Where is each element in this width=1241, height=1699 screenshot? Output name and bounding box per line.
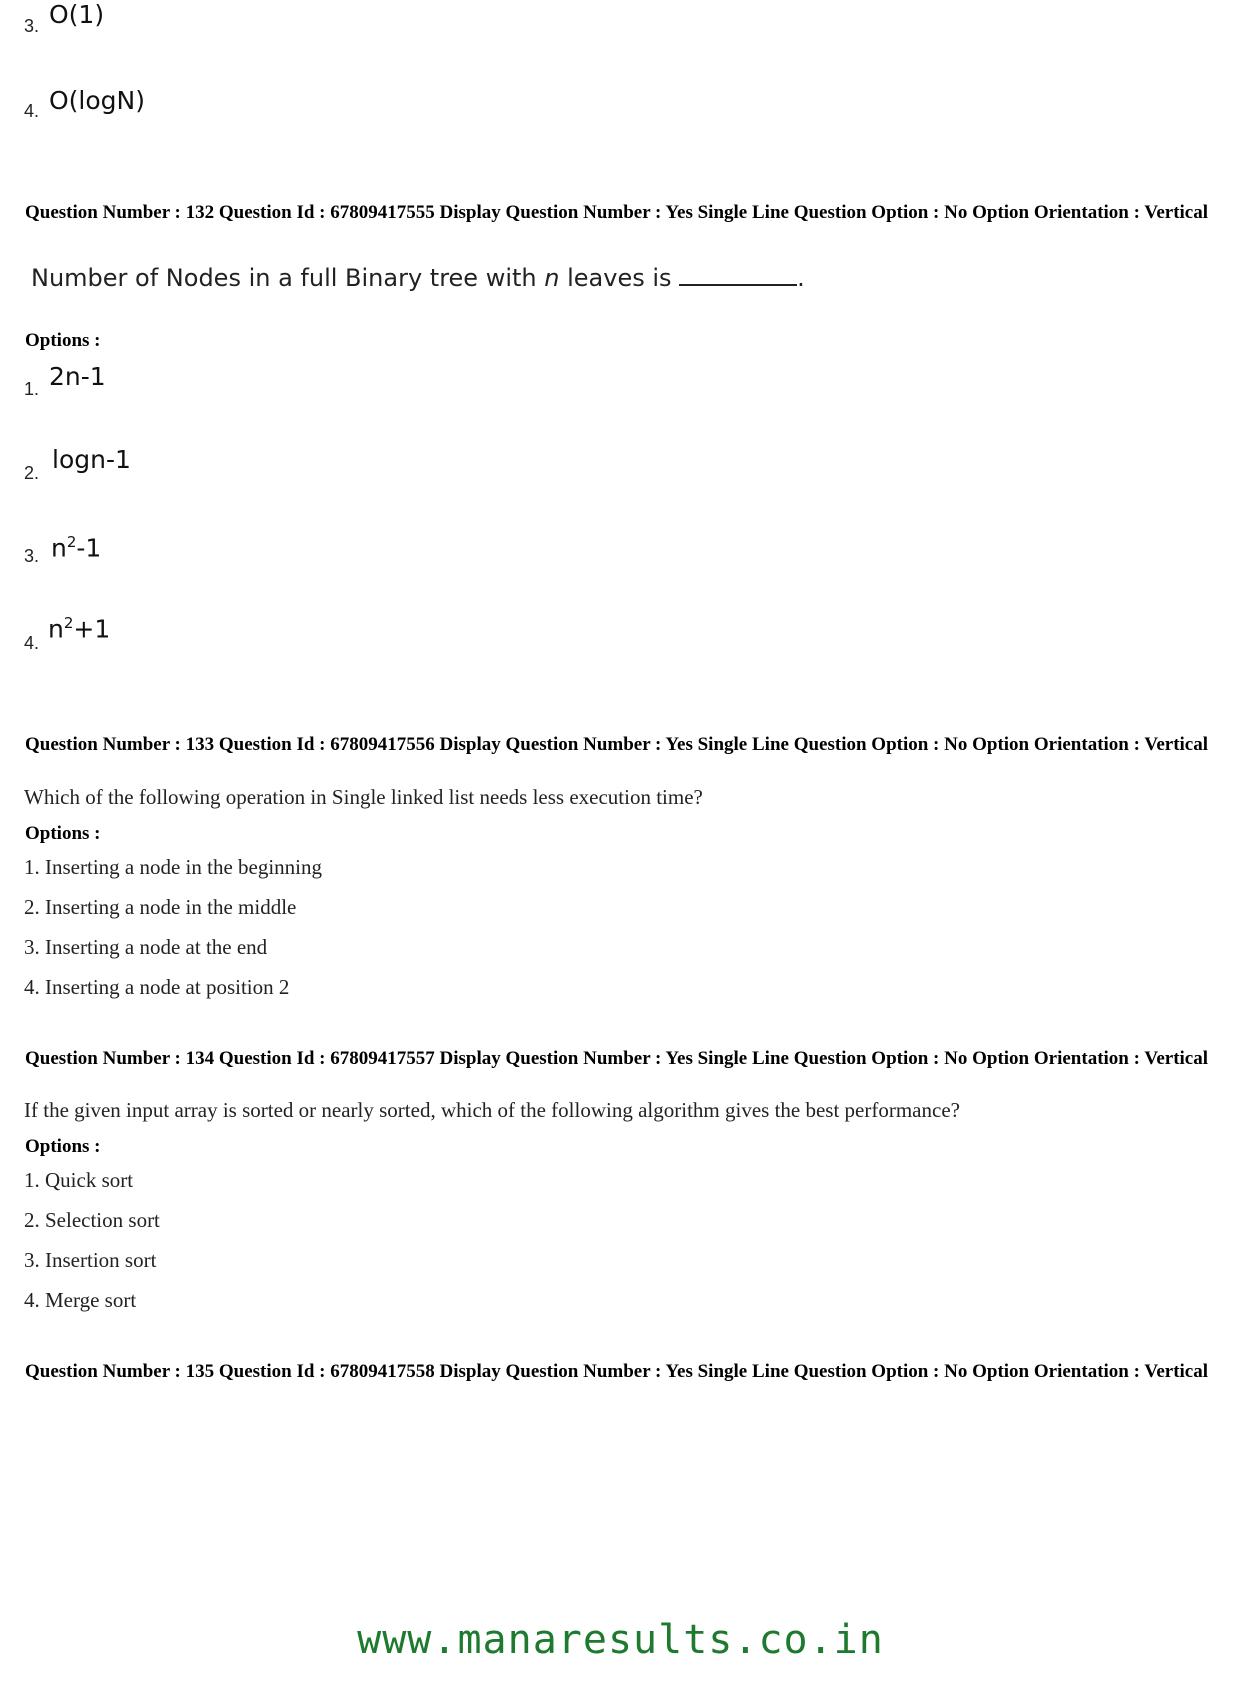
answer-blank bbox=[679, 266, 797, 286]
option-number: 2. bbox=[24, 463, 40, 483]
question-text bbox=[31, 264, 805, 292]
option-item: 2. Selection sort bbox=[24, 1208, 160, 1232]
question-meta: Question Number : 134 Question Id : 67809417557 Display Question Number : Yes Single Line Question Option : No Option Orientation : Vertical bbox=[25, 1048, 1209, 1069]
option-item: 1. Quick sort bbox=[24, 1168, 134, 1192]
option-number: 3. bbox=[24, 16, 40, 36]
option-item: 1. Inserting a node in the beginning bbox=[24, 855, 323, 879]
question-text: If the given input array is sorted or nearly sorted, which of the following algorithm gives the best performance? bbox=[24, 1098, 960, 1122]
option-item: 3. Insertion sort bbox=[24, 1248, 157, 1272]
option-item: 4. Merge sort bbox=[24, 1288, 137, 1312]
options-label: Options : bbox=[25, 1136, 101, 1157]
footer-website-link[interactable]: www.manaresults.co.in bbox=[357, 1617, 884, 1663]
option-number: 4. bbox=[24, 101, 40, 121]
question-variable: n bbox=[544, 264, 560, 292]
question-text-part: . bbox=[797, 264, 805, 292]
option-text bbox=[52, 445, 131, 474]
option-text bbox=[48, 614, 110, 643]
option-superscript: 2 bbox=[66, 533, 77, 551]
question-text: Which of the following operation in Single linked list needs less execution time? bbox=[24, 785, 703, 809]
option-text bbox=[49, 362, 106, 391]
options-label: Options : bbox=[25, 823, 101, 844]
option-rest: +1 bbox=[73, 614, 111, 644]
option-number: 3. bbox=[24, 546, 40, 566]
question-meta: Question Number : 135 Question Id : 67809417558 Display Question Number : Yes Single Line Question Option : No Option Orientation : Vertical bbox=[25, 1361, 1209, 1382]
question-meta: Question Number : 133 Question Id : 67809417556 Display Question Number : Yes Single Line Question Option : No Option Orientation : Vertical bbox=[25, 734, 1209, 755]
option-item: 2. Inserting a node in the middle bbox=[24, 895, 297, 919]
option-text: O(logN) bbox=[49, 86, 145, 115]
option-number: 4. bbox=[24, 633, 40, 653]
option-rest: -1 bbox=[76, 533, 102, 563]
option-text bbox=[51, 533, 101, 562]
question-text-part: leaves is bbox=[559, 264, 672, 292]
option-base: n bbox=[48, 614, 64, 644]
question-meta: Question Number : 132 Question Id : 67809417555 Display Question Number : Yes Single Line Question Option : No Option Orientation : Vertical bbox=[25, 202, 1209, 223]
question-text-part: Number of Nodes in a full Binary tree with bbox=[31, 264, 545, 292]
option-number: 1. bbox=[24, 379, 40, 399]
option-base: n bbox=[51, 533, 67, 563]
option-base: 2n-1 bbox=[49, 362, 106, 391]
option-item: 4. Inserting a node at position 2 bbox=[24, 975, 290, 999]
options-label: Options : bbox=[25, 330, 101, 351]
option-text: O(1) bbox=[49, 0, 105, 29]
option-item: 3. Inserting a node at the end bbox=[24, 935, 268, 959]
option-superscript: 2 bbox=[63, 614, 74, 632]
option-base: logn-1 bbox=[52, 445, 131, 474]
